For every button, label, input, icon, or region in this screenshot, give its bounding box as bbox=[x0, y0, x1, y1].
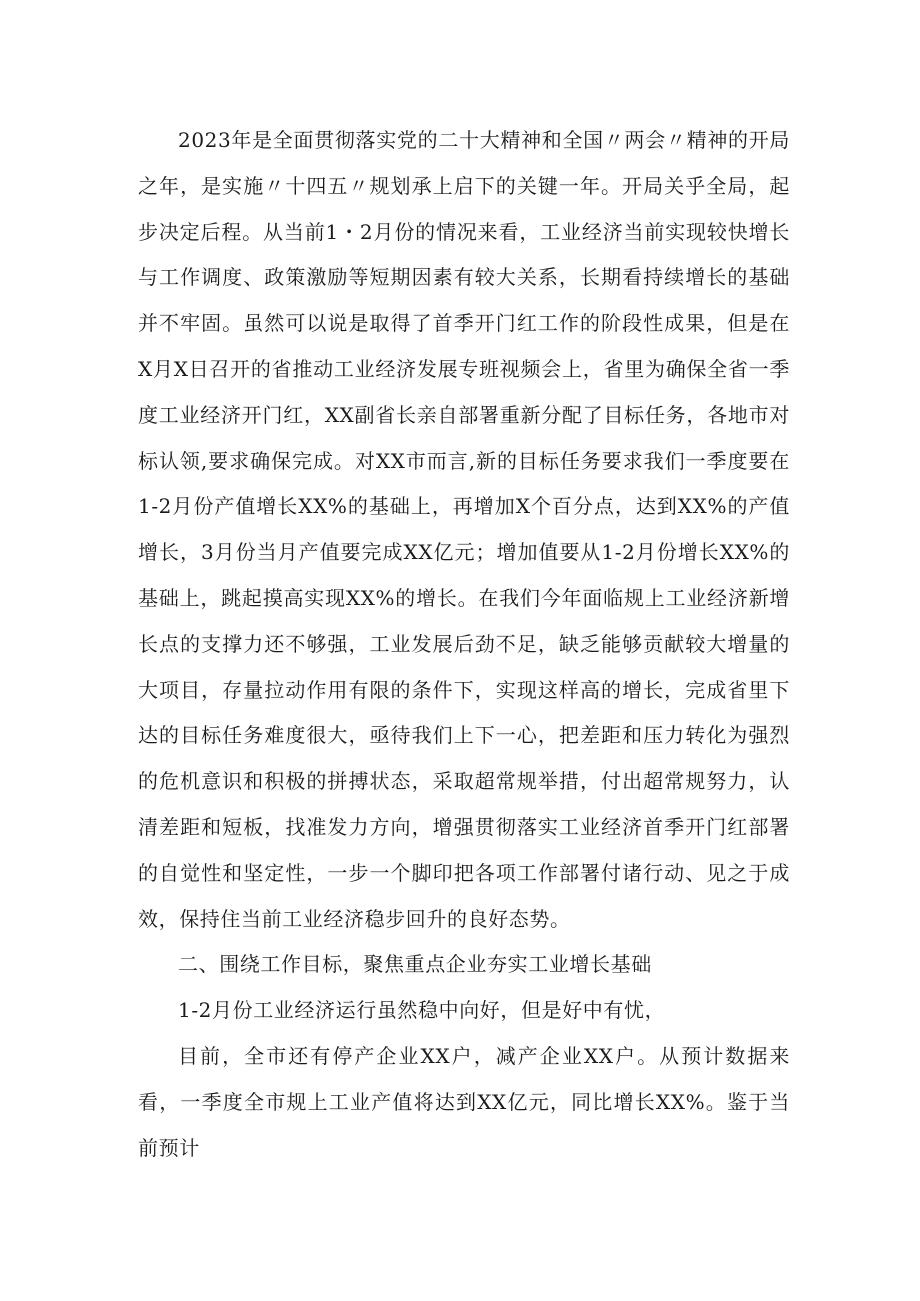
document-body bbox=[138, 118, 790, 1171]
paragraph-forecast: 目前，全市还有停产企业XX户，减产企业XX户。从预计数据来看，一季度全市规上工业产值将达到XX亿元，同比增长XX%。鉴于当前预计 bbox=[138, 1043, 790, 1160]
section-heading: 二、围绕工作目标，聚焦重点企业夯实工业增长基础 bbox=[178, 952, 652, 977]
paragraph-status: 1-2月份工业经济运行虽然稳中向好，但是好中有忧， bbox=[178, 998, 666, 1023]
paragraph-intro: 2023年是全面贯彻落实党的二十大精神和全国〃两会〃精神的开局之年，是实施〃十四五〃规划承上启下的关键一年。开局关乎全局，起步决定后程。从当前1・2月份的情况来看，工业经济当前实现较快增长与工作调度、政策激励等短期因素有较大关系，长期看持续增长的基础并不牢固。虽然可以说是取得了首季开门红工作的阶段性成果，但是在X月X日召开的省推动工业经济发展专班视频会上，省里为确保全省一季度工业经济开门红，XX副省长亲自部署重新分配了目标任务，各地市对标认领,要求确保完成。对XX市而言,新的目标任务要求我们一季度要在1-2月份产值增长XX%的基础上，再增加X个百分点，达到XX%的产值增长，3月份当月产值要完成XX亿元；增加值要从1-2月份增长XX%的基础上，跳起摸高实现XX%的增长。在我们今年面临规上工业经济新增长点的支撑力还不够强，工业发展后劲不足，缺乏能够贡献较大增量的大项目，存量拉动作用有限的条件下，实现这样高的增长，完成省里下达的目标任务难度很大，亟待我们上下一心，把差距和压力转化为强烈的危机意识和积极的拼搏状态，采取超常规举措，付出超常规努力，认清差距和短板，找准发力方向，增强贯彻落实工业经济首季开门红部署的自觉性和坚定性，一步一个脚印把各项工作部署付诸行动、见之于成效，保持住当前工业经济稳步回升的良好态势。 bbox=[138, 128, 790, 931]
